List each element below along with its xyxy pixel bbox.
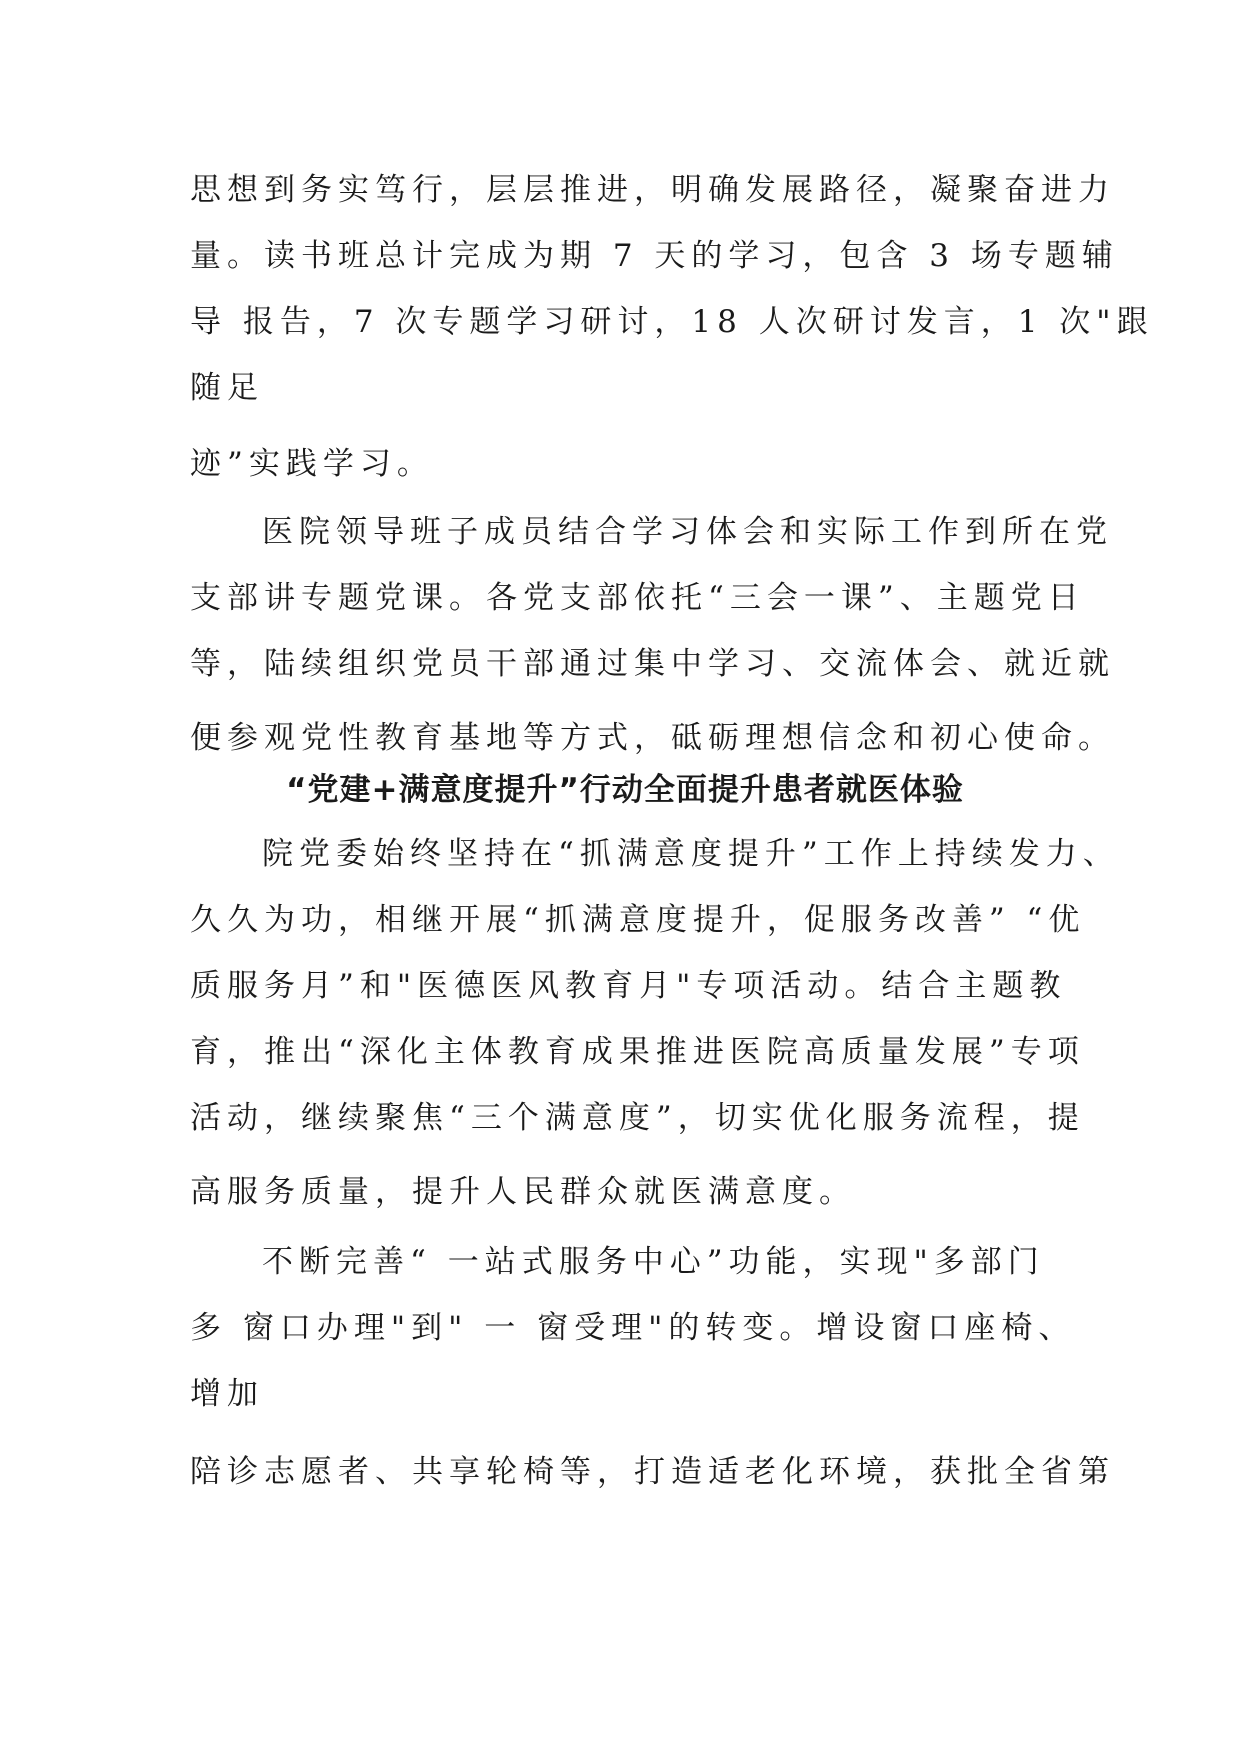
paragraph-line: 支部讲专题党课。各党支部依托“三会一课”、主题党日	[190, 580, 1085, 616]
paragraph-line: 随足	[190, 370, 264, 406]
paragraph-line: 院党委始终坚持在“抓满意度提升”工作上持续发力、	[262, 836, 1120, 872]
paragraph-line: 多 窗口办理"到" 一 窗受理"的转变。增设窗口座椅、	[190, 1310, 1076, 1346]
section-heading: “党建+满意度提升”行动全面提升患者就医体验	[286, 772, 964, 808]
paragraph-line: 等，陆续组织党员干部通过集中学习、交流体会、就近就	[190, 646, 1115, 682]
paragraph-line: 量。读书班总计完成为期 7 天的学习，包含 3 场专题辅	[190, 238, 1119, 274]
paragraph-line: 增加	[190, 1376, 264, 1412]
paragraph-line: 导 报告，7 次专题学习研讨，18 人次研讨发言，1 次"跟	[190, 304, 1154, 340]
paragraph-line: 高服务质量，提升人民群众就医满意度。	[190, 1174, 856, 1210]
paragraph-line: 陪诊志愿者、共享轮椅等，打造适老化环境，获批全省第	[190, 1454, 1115, 1490]
paragraph-line: 育，推出“深化主体教育成果推进医院高质量发展”专项	[190, 1034, 1085, 1070]
paragraph-line: 久久为功，相继开展“抓满意度提升，促服务改善” “优	[190, 902, 1086, 938]
paragraph-line: 思想到务实笃行，层层推进，明确发展路径，凝聚奋进力	[190, 172, 1115, 208]
paragraph-line: 便参观党性教育基地等方式，砥砺理想信念和初心使命。	[190, 720, 1115, 756]
paragraph-line: 活动，继续聚焦“三个满意度”，切实优化服务流程，提	[190, 1100, 1085, 1136]
paragraph-line: 迹”实践学习。	[190, 446, 434, 482]
paragraph-line: 医院领导班子成员结合学习体会和实际工作到所在党	[262, 514, 1113, 550]
paragraph-line: 不断完善“ 一站式服务中心”功能，实现"多部门	[262, 1244, 1045, 1280]
paragraph-line: 质服务月”和"医德医风教育月"专项活动。结合主题教	[190, 968, 1067, 1004]
